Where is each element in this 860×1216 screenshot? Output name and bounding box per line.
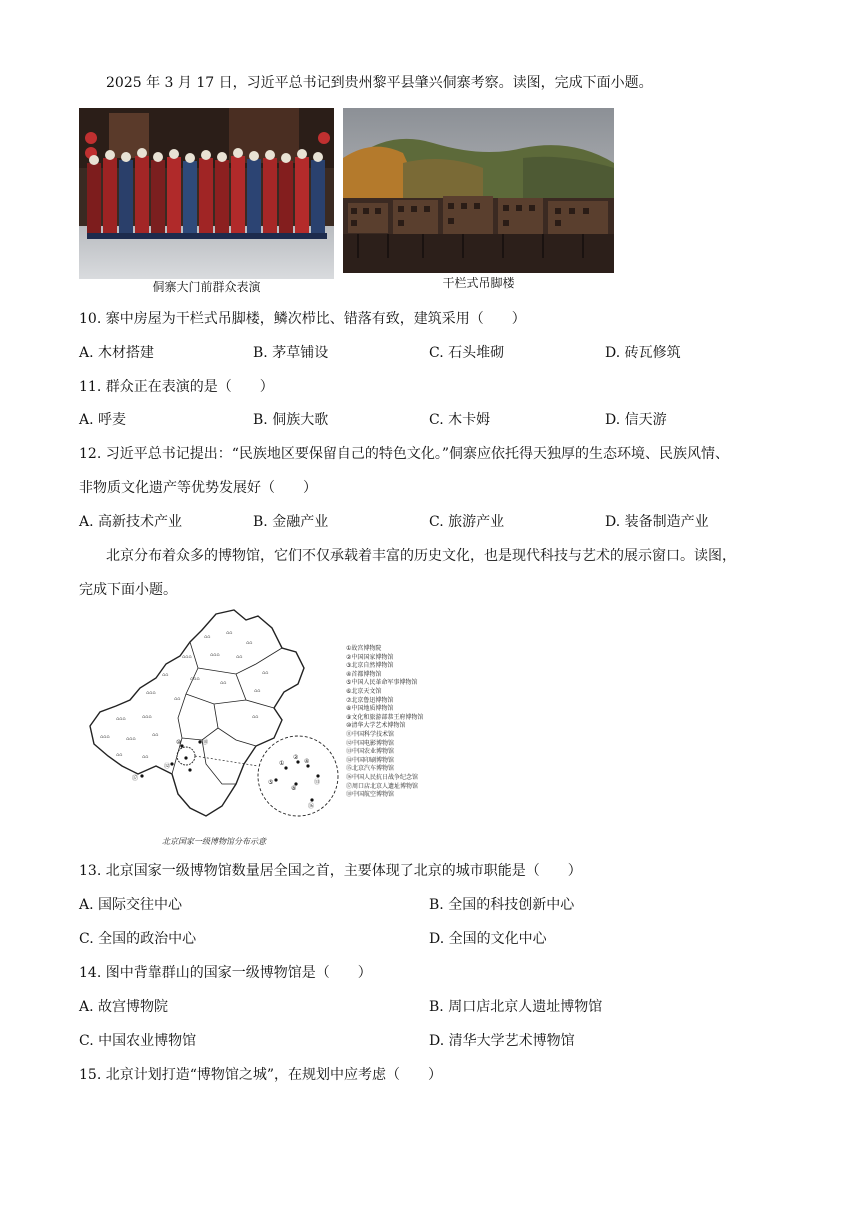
q14-option-c[interactable]: C. 中国农业博物馆	[79, 1033, 197, 1049]
legend-item: ⑭中国印刷博物馆	[346, 756, 395, 764]
svg-text:⌂⌂⌂: ⌂⌂⌂	[126, 736, 136, 742]
stilt-houses-image	[343, 108, 614, 273]
question-12-stem-line2: 非物质文化遗产等优势发展好（ ）	[79, 480, 317, 496]
legend-item: ⑧中国地质博物馆	[346, 705, 394, 713]
legend-item: ⑪中国科学技术馆	[346, 730, 395, 738]
legend-item: ⑯中国人民抗日战争纪念馆	[346, 773, 419, 781]
photo2-caption: 干栏式吊脚楼	[442, 276, 515, 290]
photo1-caption: 侗寨大门前群众表演	[152, 280, 261, 294]
svg-text:④: ④	[304, 758, 310, 765]
svg-text:⌂⌂: ⌂⌂	[116, 752, 123, 758]
q10-option-a[interactable]: A. 木材搭建	[79, 345, 155, 361]
svg-text:⌂⌂⌂: ⌂⌂⌂	[100, 734, 110, 740]
q14-option-d[interactable]: D. 清华大学艺术博物馆	[429, 1033, 575, 1049]
q12-option-d[interactable]: D. 装备制造产业	[605, 514, 709, 530]
legend-item: ⑩清华大学艺术博物馆	[346, 722, 406, 730]
legend-item: ④首都博物馆	[346, 670, 382, 678]
svg-text:⌂⌂: ⌂⌂	[252, 714, 259, 720]
svg-text:⌂⌂: ⌂⌂	[142, 754, 149, 760]
svg-text:⌂⌂⌂: ⌂⌂⌂	[116, 716, 126, 722]
svg-text:①: ①	[279, 760, 285, 767]
legend-item: ②中国国家博物馆	[346, 653, 394, 661]
photo-stilt-houses	[343, 108, 614, 273]
q11-option-d[interactable]: D. 信天游	[605, 412, 667, 428]
svg-text:⌂⌂: ⌂⌂	[262, 670, 269, 676]
svg-text:⑬: ⑬	[314, 779, 321, 786]
svg-text:⑰: ⑰	[132, 775, 139, 782]
legend-item: ⑱中国航空博物馆	[346, 791, 395, 799]
q12-option-a[interactable]: A. 高新技术产业	[79, 514, 183, 530]
map-graphic	[86, 608, 346, 828]
q14-option-b[interactable]: B. 周口店北京人遗址博物馆	[429, 999, 603, 1015]
svg-text:⑧: ⑧	[291, 785, 297, 792]
svg-text:⑱: ⑱	[202, 739, 209, 746]
legend-item: ③北京自然博物馆	[346, 662, 394, 670]
legend-item: ⑫中国电影博物馆	[346, 739, 395, 747]
question-10-stem: 10. 寨中房屋为干栏式吊脚楼，鳞次栉比、错落有致，建筑采用（ ）	[79, 311, 526, 327]
q11-option-c[interactable]: C. 木卡姆	[429, 412, 491, 428]
question-13-stem: 13. 北京国家一级博物馆数量居全国之首，主要体现了北京的城市职能是（ ）	[79, 863, 582, 879]
legend-item: ⑦北京鲁迅博物馆	[346, 696, 394, 704]
question-12-stem-line1: 12. 习近平总书记提出：“民族地区要保留自己的特色文化。”侗寨应依托得天独厚的生态环境、民族风情、	[79, 446, 730, 462]
legend-item: ⑤中国人民革命军事博物馆	[346, 679, 418, 687]
district-lines	[172, 642, 285, 784]
svg-text:⑩: ⑩	[176, 739, 182, 746]
question-14-stem: 14. 图中背靠群山的国家一级博物馆是（ ）	[79, 965, 372, 981]
svg-text:⑫: ⑫	[164, 763, 171, 770]
q14-option-a[interactable]: A. 故宫博物院	[79, 999, 169, 1015]
photo-performance	[79, 108, 334, 279]
svg-text:⌂⌂: ⌂⌂	[226, 630, 233, 636]
svg-text:⑤: ⑤	[268, 779, 274, 786]
q13-option-b[interactable]: B. 全国的科技创新中心	[429, 897, 575, 913]
intro-text-beijing-museums-line2: 完成下面小题。	[79, 582, 177, 598]
q12-option-c[interactable]: C. 旅游产业	[429, 514, 505, 530]
svg-text:⌂⌂: ⌂⌂	[204, 634, 211, 640]
intro-text-dong-village: 2025 年 3 月 17 日，习近平总书记到贵州黎平县肇兴侗寨考察。读图，完成下面小题。	[106, 75, 653, 91]
q13-option-c[interactable]: C. 全国的政治中心	[79, 931, 197, 947]
legend-item: ⑨文化和旅游部恭王府博物馆	[346, 713, 424, 721]
svg-text:⌂⌂: ⌂⌂	[236, 654, 243, 660]
intro-text-beijing-museums-line1: 北京分布着众多的博物馆，它们不仅承载着丰富的历史文化，也是现代科技与艺术的展示窗口。读图，	[106, 548, 736, 564]
svg-text:⌂⌂⌂: ⌂⌂⌂	[210, 652, 220, 658]
svg-text:⌂⌂: ⌂⌂	[152, 732, 159, 738]
q13-option-a[interactable]: A. 国际交往中心	[79, 897, 183, 913]
svg-text:⌂⌂: ⌂⌂	[174, 696, 181, 702]
svg-text:⑯: ⑯	[308, 803, 315, 810]
performance-image	[79, 108, 334, 279]
q10-option-b[interactable]: B. 茅草铺设	[253, 345, 329, 361]
legend-item: ⑮北京汽车博物馆	[346, 765, 395, 773]
svg-text:⌂⌂: ⌂⌂	[246, 640, 253, 646]
q13-option-d[interactable]: D. 全国的文化中心	[429, 931, 547, 947]
map-caption: 北京国家一级博物馆分布示意	[162, 837, 266, 846]
q10-option-c[interactable]: C. 石头堆砌	[429, 345, 505, 361]
inset-circle	[258, 736, 338, 816]
svg-text:⌂⌂⌂: ⌂⌂⌂	[190, 676, 200, 682]
urban-core-circle	[177, 747, 195, 765]
q10-option-d[interactable]: D. 砖瓦修筑	[605, 345, 681, 361]
svg-text:⌂⌂: ⌂⌂	[254, 688, 261, 694]
svg-text:⌂⌂: ⌂⌂	[162, 672, 169, 678]
q11-option-b[interactable]: B. 侗族大歌	[253, 412, 329, 428]
legend-item: ⑰周口店北京人遗址博物馆	[346, 782, 419, 790]
q11-option-a[interactable]: A. 呼麦	[79, 412, 127, 428]
svg-text:⌂⌂⌂: ⌂⌂⌂	[146, 690, 156, 696]
question-11-stem: 11. 群众正在表演的是（ ）	[79, 379, 274, 395]
map-legend	[346, 645, 423, 800]
q12-option-b[interactable]: B. 金融产业	[253, 514, 329, 530]
svg-text:⌂⌂⌂: ⌂⌂⌂	[182, 654, 192, 660]
beijing-museum-map	[86, 608, 346, 828]
svg-text:②: ②	[293, 754, 299, 761]
question-15-stem: 15. 北京计划打造“博物馆之城”，在规划中应考虑（ ）	[79, 1067, 443, 1083]
svg-text:⌂⌂: ⌂⌂	[220, 680, 227, 686]
legend-item: ⑬中国农业博物馆	[346, 748, 395, 756]
legend-item: ①故宫博物院	[346, 645, 382, 652]
svg-text:⌂⌂⌂: ⌂⌂⌂	[142, 714, 152, 720]
legend-item: ⑥北京天文馆	[346, 687, 382, 695]
